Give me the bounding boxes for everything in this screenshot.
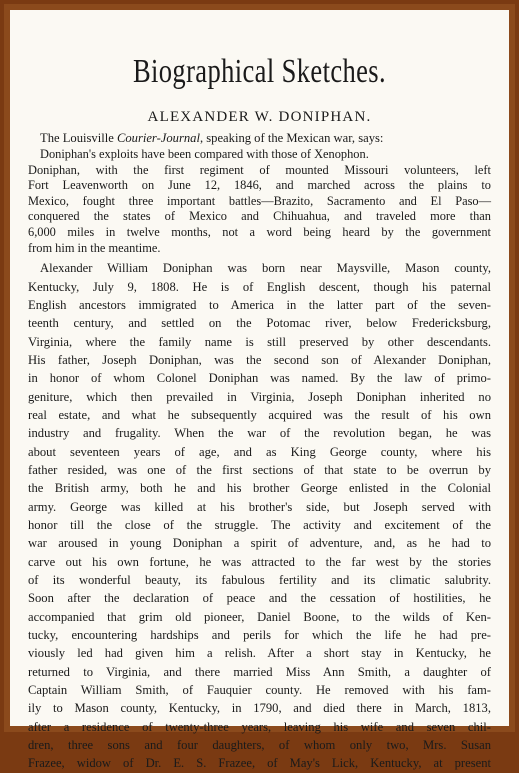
text-line: of its wonderful beauty, its fabulous fertility and its climatic salubrity. [28,573,491,587]
text-line: army. George was killed at his brother's side, but Joseph served with [28,499,491,514]
text-line: Captain William Smith, of Fauquier county. He removed with his fam- [28,683,491,698]
page-frame [4,4,515,771]
text-line: the British army, both he and his brother George enlisted in the Colonial [28,481,491,496]
text-line: honor till the close of the struggle. The activity and excitement of the [28,517,491,532]
text-line: Frazee, widow of Dr. E. S. Frazee, of May's Lick, Kentucky, at present [28,756,491,771]
text-line: accompanied that grim old pioneer, Daniel Boone, to the wilds of Ken- [28,609,491,624]
text-line: Alexander William Doniphan was born near Maysville, Mason county, [40,261,491,276]
text-line: Doniphan, with the first regiment of mounted Missouri volunteers, left [28,162,491,177]
section-heading: ALEXANDER W. DONIPHAN. [147,109,372,125]
text-line: about seventeen years of age, and as King George county, where his [28,444,491,459]
text-line: tucky, encountering hardships and perils for which the life he had pre- [28,628,491,643]
text-line: father resided, was one of the first sections of that state to be overrun by [28,462,491,477]
text-line: carve out his own fortune, he was attracted to the far west by the stories [28,554,491,569]
text-line: 6,000 miles in twelve months, not a word being heard by the government [28,224,491,239]
intro-text-after: , speaking of the Mexican war, says: [199,131,384,145]
text-line: Soon after the declaration of peace and the cessation of hostilities, he [28,591,491,606]
text-line: from him in the meantime. [28,240,161,255]
text-line: His father, Joseph Doniphan, was the second son of Alexander Doniphan, [28,352,491,367]
text-line: ily to Mason county, Kentucky, in 1790, and died there in March, 1813, [28,701,491,716]
text-line: returned to Virginia, and there married Miss Ann Smith, a daughter of [28,664,491,679]
text-line: in honor of whom Colonel Doniphan was named. By the law of primo- [28,371,491,386]
article-body [28,130,491,773]
text-line: Mexico, fought three important battles—Brazito, Sacramento and El Paso— [28,193,491,208]
intro-text-before: The Louisville [40,131,117,145]
text-line: Doniphan's exploits have been compared with those of Xenophon. [40,147,369,161]
document-page [10,10,509,771]
text-line: conquered the states of Mexico and Chihuahua, and traveled more than [28,209,491,224]
text-line: geniture, which then prevailed in Virginia, Joseph Doniphan inherited no [28,389,491,404]
biography-paragraph [28,259,491,773]
intro-line [28,130,491,147]
newspaper-title: Courier-Journal [116,131,200,145]
text-line: English ancestors immigrated to America in the latter part of the seven- [28,297,491,312]
quoted-passage [28,147,491,256]
text-line: real estate, and what he subsequently acquired was the result of his own [28,407,491,422]
text-line: Kentucky, July 9, 1808. He is of English descent, though his paternal [28,279,491,294]
text-line: after a residence of twenty-three years, leaving his wife and seven chil- [28,719,491,734]
text-line: Virginia, where the family name is still preserved by other descendants. [28,334,491,349]
text-line: dren, three sons and four daughters, of whom only two, Mrs. Susan [28,738,491,753]
page-title: Biographical Sketches. [132,53,387,90]
text-line: war aroused in young Doniphan a spirit of adventure, and, as he had to [28,536,491,551]
text-line: teenth century, and settled on the Potomac river, below Fredericksburg, [28,316,491,331]
text-line: viously led had given him a relish. After a short stay in Kentucky, he [28,646,491,661]
text-line: industry and frugality. When the war of the revolution began, he was [28,426,491,441]
text-line: Fort Leavenworth on June 12, 1846, and marched across the plains to [28,178,491,193]
